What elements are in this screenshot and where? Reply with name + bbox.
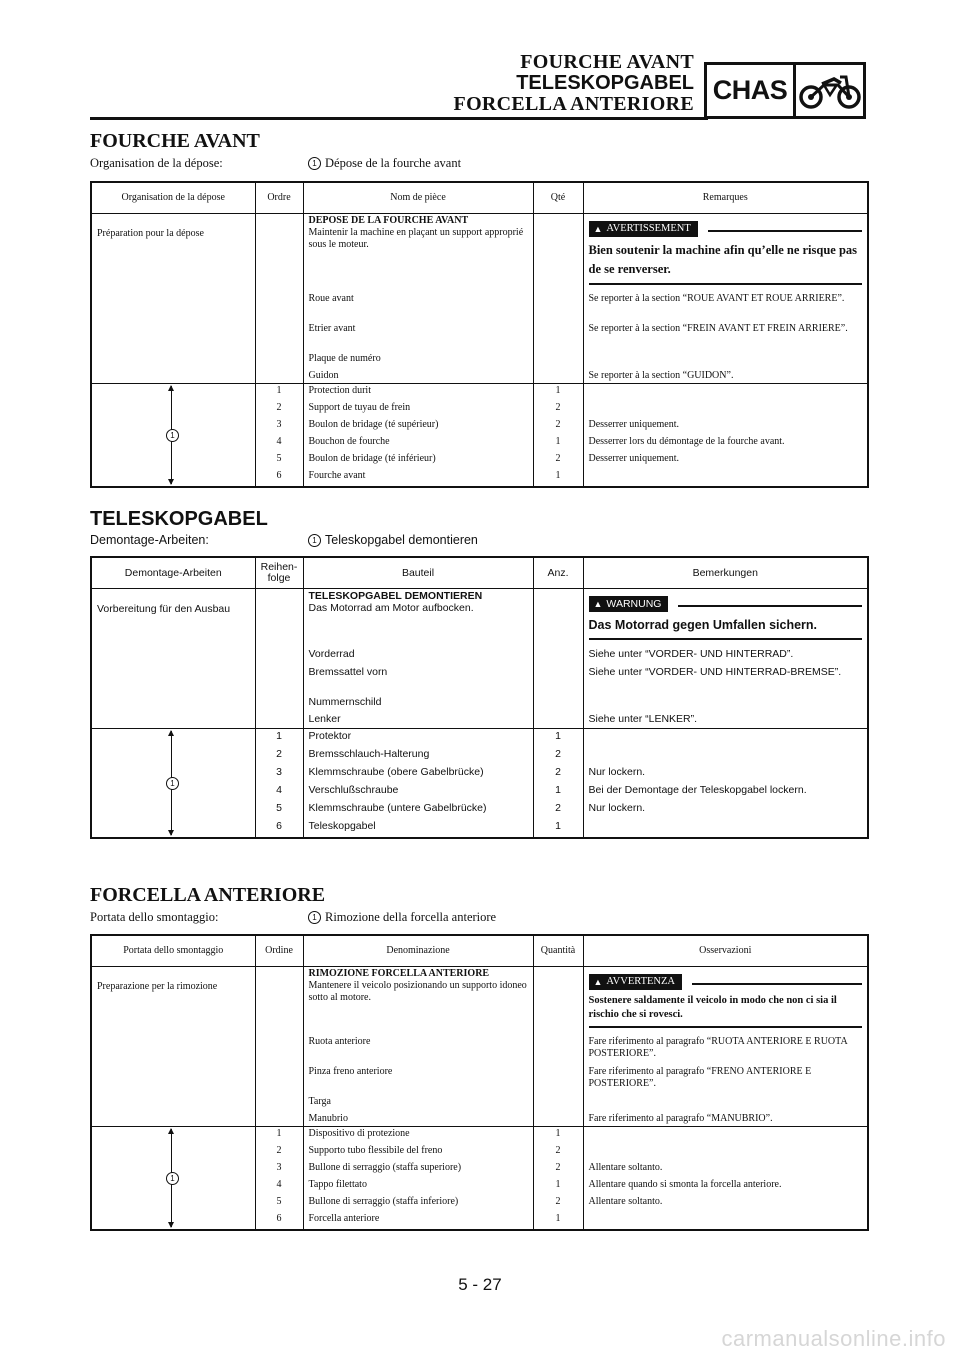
section-title-it: FORCELLA ANTERIORE — [90, 884, 326, 906]
table-cell: Se reporter à la section “ROUE AVANT ET ROUE ARRIERE”. — [583, 292, 868, 322]
org-value-de: Teleskopgabel demontieren — [325, 533, 478, 547]
table-cell — [583, 589, 868, 648]
table-cell: Nur lockern. — [583, 801, 868, 819]
table-cell: 1 — [533, 1212, 583, 1230]
table-fr — [90, 181, 869, 488]
table-cell: 3 — [255, 1161, 303, 1178]
warning-header — [589, 596, 863, 612]
table-row — [91, 1127, 868, 1145]
table-cell — [255, 712, 303, 729]
prep-title: RIMOZIONE FORCELLA ANTERIORE — [308, 968, 490, 979]
col-header: Bemerkungen — [583, 557, 868, 589]
table-cell — [91, 369, 255, 384]
table-cell: Siehe unter “LENKER”. — [583, 712, 868, 729]
col-header: Organisation de la dépose — [91, 182, 255, 214]
table-cell — [533, 1095, 583, 1112]
table-cell — [583, 1127, 868, 1145]
table-cell: 2 — [255, 747, 303, 765]
table-cell — [255, 647, 303, 665]
table-row — [91, 1112, 868, 1127]
prep-title: DEPOSE DE LA FOURCHE AVANT — [308, 215, 469, 226]
table-cell: 2 — [533, 401, 583, 418]
table-cell: Plaque de numéro — [303, 352, 533, 369]
table-cell: 1 — [533, 729, 583, 748]
table-it — [90, 934, 869, 1231]
table-cell: Manubrio — [303, 1112, 533, 1127]
circled-number: 1 — [308, 157, 321, 170]
table-cell: 2 — [533, 801, 583, 819]
col-header: Quantità — [533, 935, 583, 967]
table-cell — [91, 665, 255, 695]
table-cell: Protection durit — [303, 384, 533, 402]
table-cell — [583, 214, 868, 293]
table-cell — [583, 469, 868, 487]
table-cell — [583, 1095, 868, 1112]
table-cell: 5 — [255, 801, 303, 819]
table-cell: 6 — [255, 819, 303, 838]
table-cell: 2 — [533, 1161, 583, 1178]
table-cell: 5 — [255, 1195, 303, 1212]
header-title-de: TELESKOPGABEL — [516, 72, 694, 94]
table-cell — [255, 1112, 303, 1127]
table-cell — [583, 384, 868, 402]
col-header: Qté — [533, 182, 583, 214]
table-cell: Teleskopgabel — [303, 819, 533, 838]
table-cell — [533, 967, 583, 1036]
table-cell: 6 — [255, 1212, 303, 1230]
table-cell — [255, 214, 303, 293]
table-cell: Nummernschild — [303, 695, 533, 712]
table-cell: Fourche avant — [303, 469, 533, 487]
table-cell — [533, 647, 583, 665]
table-cell — [583, 695, 868, 712]
circled-number: 1 — [166, 429, 179, 442]
prep-text: Maintenir la machine en plaçant un support approprié sous le moteur. — [308, 227, 524, 250]
table-cell — [583, 747, 868, 765]
table-row — [91, 292, 868, 322]
table-cell: 5 — [255, 452, 303, 469]
prep-label: Preparazione per la rimozione — [91, 967, 255, 1036]
table-cell — [91, 1095, 255, 1112]
table-cell: 1 — [533, 435, 583, 452]
table-row — [91, 384, 868, 402]
warning-icon: ▲ — [593, 977, 603, 987]
table-cell — [91, 1112, 255, 1127]
table-cell — [91, 1065, 255, 1095]
prep-label: Préparation pour la dépose — [91, 214, 255, 293]
page-number: 5 - 27 — [458, 1275, 502, 1294]
table-cell — [533, 352, 583, 369]
warning-label: WARNUNG — [606, 598, 662, 610]
step-range — [91, 1127, 255, 1231]
table-row — [91, 647, 868, 665]
org-value-fr: Dépose de la fourche avant — [325, 156, 462, 170]
table-row — [91, 967, 868, 1036]
table-cell — [533, 589, 583, 648]
col-header: Remarques — [583, 182, 868, 214]
table-cell: 6 — [255, 469, 303, 487]
table-cell — [533, 214, 583, 293]
table-cell — [303, 214, 533, 293]
table-row — [91, 369, 868, 384]
table-row — [91, 729, 868, 748]
table-row — [91, 695, 868, 712]
table-cell — [255, 1095, 303, 1112]
table-cell — [533, 322, 583, 352]
table-cell — [583, 352, 868, 369]
table-cell — [91, 695, 255, 712]
table-cell — [255, 695, 303, 712]
header-titles — [454, 52, 694, 115]
section-title-fr: FOURCHE AVANT — [90, 130, 260, 152]
table-cell — [91, 292, 255, 322]
col-header: Demontage-Arbeiten — [91, 557, 255, 589]
circled-number: 1 — [308, 534, 321, 547]
table-cell — [533, 1112, 583, 1127]
chapter-label: CHAS — [707, 65, 796, 116]
section-title-de: TELESKOPGABEL — [90, 508, 268, 530]
header-title-it: FORCELLA ANTERIORE — [453, 93, 694, 115]
org-label-de: Demontage-Arbeiten: — [90, 533, 209, 547]
table-cell — [255, 967, 303, 1036]
warning-icon: ▲ — [593, 224, 603, 234]
table-cell: Bullone di serraggio (staffa superiore) — [303, 1161, 533, 1178]
table-cell: Bei der Demontage der Teleskopgabel lockern. — [583, 783, 868, 801]
table-header — [91, 935, 868, 967]
table-cell — [583, 967, 868, 1036]
table-cell: Vorderrad — [303, 647, 533, 665]
table-cell — [583, 1144, 868, 1161]
col-header: Denominazione — [303, 935, 533, 967]
table-cell: Fare riferimento al paragrafo “FRENO ANTERIORE E POSTERIORE”. — [583, 1065, 868, 1095]
org-label-fr: Organisation de la dépose: — [90, 156, 223, 170]
table-cell: 1 — [533, 1178, 583, 1195]
table-cell: Allentare quando si smonta la forcella anteriore. — [583, 1178, 868, 1195]
table-cell: 1 — [255, 384, 303, 402]
table-cell — [255, 322, 303, 352]
table-cell: Ruota anteriore — [303, 1035, 533, 1065]
table-cell: Siehe unter “VORDER- UND HINTERRAD-BREMSE”. — [583, 665, 868, 695]
col-header: Portata dello smontaggio — [91, 935, 255, 967]
table-cell — [255, 352, 303, 369]
table-cell — [255, 665, 303, 695]
table-cell: Dispositivo di protezione — [303, 1127, 533, 1145]
table-cell: Supporto tubo flessibile del freno — [303, 1144, 533, 1161]
table-cell: 2 — [533, 765, 583, 783]
table-cell: Pinza freno anteriore — [303, 1065, 533, 1095]
table-cell: Bremsschlauch-Halterung — [303, 747, 533, 765]
table-cell: Allentare soltanto. — [583, 1161, 868, 1178]
table-cell — [255, 1035, 303, 1065]
table-row — [91, 665, 868, 695]
table-cell — [533, 665, 583, 695]
table-cell — [583, 819, 868, 838]
motorcycle-icon — [796, 65, 863, 116]
col-header: Bauteil — [303, 557, 533, 589]
col-header: Ordine — [255, 935, 303, 967]
table-cell: 2 — [533, 1144, 583, 1161]
col-header: Ordre — [255, 182, 303, 214]
table-cell: Protektor — [303, 729, 533, 748]
table-cell — [583, 729, 868, 748]
table-cell — [255, 1065, 303, 1095]
watermark: carmanualsonline.info — [721, 1326, 946, 1351]
table-cell — [91, 322, 255, 352]
table-cell: 2 — [533, 452, 583, 469]
table-cell — [303, 967, 533, 1036]
table-cell: 4 — [255, 435, 303, 452]
table-cell: 1 — [533, 1127, 583, 1145]
table-cell: 2 — [255, 1144, 303, 1161]
table-cell: Roue avant — [303, 292, 533, 322]
table-cell: Boulon de bridage (té inférieur) — [303, 452, 533, 469]
table-cell: 4 — [255, 1178, 303, 1195]
table-cell — [583, 401, 868, 418]
circled-number: 1 — [308, 911, 321, 924]
table-row — [91, 322, 868, 352]
table-cell — [255, 369, 303, 384]
table-cell: 3 — [255, 765, 303, 783]
warning-text: Bien soutenir la machine afin qu’elle ne risque pas de se renverser. — [589, 241, 863, 285]
table-cell: 3 — [255, 418, 303, 435]
table-cell — [91, 712, 255, 729]
table-cell — [255, 292, 303, 322]
table-cell — [533, 1065, 583, 1095]
table-cell — [91, 647, 255, 665]
table-cell — [533, 695, 583, 712]
warning-header — [589, 221, 863, 237]
table-cell: Fare riferimento al paragrafo “RUOTA ANTERIORE E RUOTA POSTERIORE”. — [583, 1035, 868, 1065]
table-de — [90, 556, 869, 839]
table-cell: 2 — [533, 1195, 583, 1212]
table-cell: 2 — [255, 401, 303, 418]
table-row — [91, 589, 868, 648]
col-header: Nom de pièce — [303, 182, 533, 214]
table-cell: Desserrer uniquement. — [583, 418, 868, 435]
table-cell: Boulon de bridage (té supérieur) — [303, 418, 533, 435]
step-range — [91, 384, 255, 488]
prep-label: Vorbereitung für den Ausbau — [91, 589, 255, 648]
table-cell: Verschlußschraube — [303, 783, 533, 801]
table-cell — [91, 352, 255, 369]
table-cell — [533, 1035, 583, 1065]
circled-number: 1 — [166, 777, 179, 790]
table-row — [91, 214, 868, 293]
table-cell: Support de tuyau de frein — [303, 401, 533, 418]
table-row — [91, 1065, 868, 1095]
org-value-it: Rimozione della forcella anteriore — [325, 910, 497, 924]
warning-label: AVERTISSEMENT — [606, 223, 691, 234]
table-cell: 2 — [533, 747, 583, 765]
table-row — [91, 1035, 868, 1065]
table-cell: Desserrer lors du démontage de la fourche avant. — [583, 435, 868, 452]
warning-header — [589, 974, 863, 990]
col-header: Osservazioni — [583, 935, 868, 967]
table-cell: Siehe unter “VORDER- UND HINTERRAD”. — [583, 647, 868, 665]
table-cell: Bremssattel vorn — [303, 665, 533, 695]
table-cell: Se reporter à la section “FREIN AVANT ET FREIN ARRIERE”. — [583, 322, 868, 352]
warning-label: AVVERTENZA — [606, 976, 676, 987]
table-cell — [583, 1212, 868, 1230]
table-cell: Nur lockern. — [583, 765, 868, 783]
table-cell — [303, 589, 533, 648]
table-cell: 1 — [255, 1127, 303, 1145]
table-cell: Targa — [303, 1095, 533, 1112]
col-header: Anz. — [533, 557, 583, 589]
prep-title: TELESKOPGABEL DEMONTIEREN — [308, 590, 483, 602]
table-cell: Fare riferimento al paragrafo “MANUBRIO”. — [583, 1112, 868, 1127]
org-line-fr — [90, 156, 790, 171]
table-cell: Etrier avant — [303, 322, 533, 352]
table-cell — [255, 589, 303, 648]
table-cell: Guidon — [303, 369, 533, 384]
table-cell — [91, 1035, 255, 1065]
table-cell: Desserrer uniquement. — [583, 452, 868, 469]
col-header: Reihen- folge — [255, 557, 303, 589]
table-cell — [533, 712, 583, 729]
table-cell: 1 — [533, 783, 583, 801]
table-cell: Tappo filettato — [303, 1178, 533, 1195]
table-cell — [533, 369, 583, 384]
step-range — [91, 729, 255, 839]
table-cell: Klemmschraube (obere Gabelbrücke) — [303, 765, 533, 783]
table-header — [91, 557, 868, 589]
table-header — [91, 182, 868, 214]
circled-number: 1 — [166, 1172, 179, 1185]
table-cell: 1 — [533, 819, 583, 838]
table-cell: Forcella anteriore — [303, 1212, 533, 1230]
table-cell: Klemmschraube (untere Gabelbrücke) — [303, 801, 533, 819]
table-cell: 1 — [533, 469, 583, 487]
org-line-de — [90, 533, 790, 547]
table-cell: 1 — [255, 729, 303, 748]
header-rule — [90, 117, 708, 120]
header-title-fr: FOURCHE AVANT — [520, 51, 694, 73]
prep-text: Das Motorrad am Motor aufbocken. — [308, 602, 474, 614]
table-cell — [533, 292, 583, 322]
table-cell: Allentare soltanto. — [583, 1195, 868, 1212]
org-line-it — [90, 910, 790, 925]
warning-icon: ▲ — [593, 599, 603, 609]
table-cell: Se reporter à la section “GUIDON”. — [583, 369, 868, 384]
table-cell: 4 — [255, 783, 303, 801]
chapter-badge — [704, 62, 866, 119]
table-row — [91, 712, 868, 729]
warning-text: Das Motorrad gegen Umfallen sichern. — [589, 616, 863, 640]
table-cell: 1 — [533, 384, 583, 402]
org-label-it: Portata dello smontaggio: — [90, 910, 219, 924]
warning-text: Sostenere saldamente il veicolo in modo che non ci sia il rischio che si rovesci. — [589, 994, 863, 1028]
table-row — [91, 1095, 868, 1112]
table-cell: Bullone di serraggio (staffa inferiore) — [303, 1195, 533, 1212]
table-cell: 2 — [533, 418, 583, 435]
table-cell: Bouchon de fourche — [303, 435, 533, 452]
prep-text: Mantenere il veicolo posizionando un supporto idoneo sotto al motore. — [308, 980, 527, 1003]
table-row — [91, 352, 868, 369]
table-cell: Lenker — [303, 712, 533, 729]
